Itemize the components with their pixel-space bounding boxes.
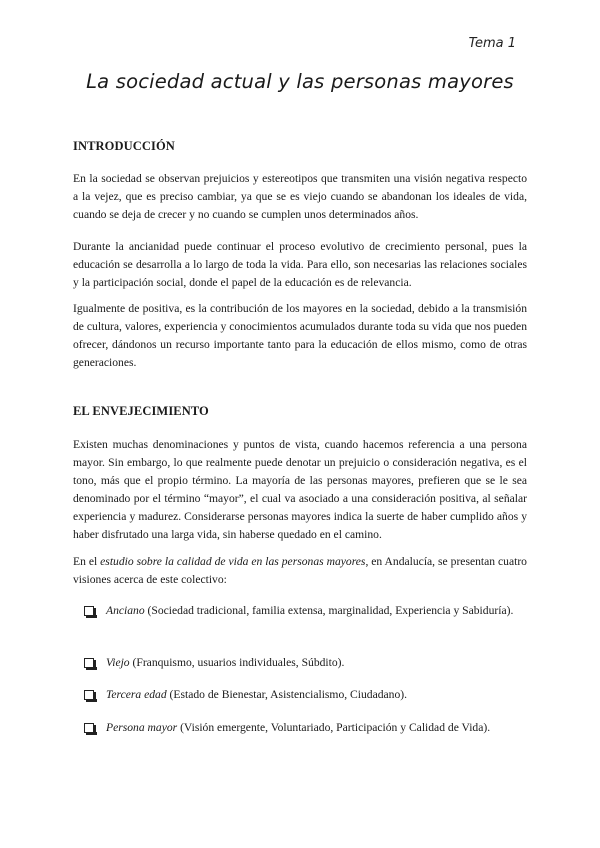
list-description: (Visión emergente, Voluntariado, Participación y Calidad de Vida). (177, 721, 491, 734)
checkbox-bullet-icon (84, 723, 94, 733)
list-item (84, 719, 527, 737)
study-prefix: En el (73, 555, 101, 568)
paragraph: Existen muchas denominaciones y puntos de vista, cuando hacemos referencia a una persona mayor. Sin embargo, lo que realmente puede denotar un prejuicio o consideración negativa, es el tono, más que el propio término. La mayoría de las personas mayores, prefieren que se le sea denominado por el término “mayor”, el cual va asociado a una consideración positiva, al señalar experiencia y madurez. Considerarse personas mayores indica la suerte de haber cumplido años y haber disfrutado una larga vida, sin haberse quedado en el camino. (73, 438, 527, 541)
section-heading-introduccion: INTRODUCCIÓN (73, 139, 175, 153)
list-item (84, 602, 527, 620)
paragraph: Durante la ancianidad puede continuar el proceso evolutivo de crecimiento personal, pues la educación se desarrolla a lo largo de toda la vida. Para ello, son necesarias las relaciones sociales y la participación social, donde el papel de la educación es de relevancia. (73, 240, 527, 289)
document-title: La sociedad actual y las personas mayores (86, 70, 514, 93)
list-term: Persona mayor (106, 721, 178, 734)
list-term: Viejo (106, 656, 130, 669)
chapter-label: Tema 1 (468, 36, 516, 51)
section-heading-envejecimiento: EL ENVEJECIMIENTO (73, 404, 209, 418)
checkbox-bullet-icon (84, 606, 94, 616)
list-description: (Franquismo, usuarios individuales, Súbdito). (129, 656, 345, 669)
checkbox-bullet-icon (84, 658, 94, 668)
checkbox-bullet-icon (84, 690, 94, 700)
paragraph: En la sociedad se observan prejuicios y estereotipos que transmiten una visión negativa respecto a la vejez, que es preciso cambiar, ya que se es viejo cuando se abandonan los ideales de vida, cuando se deja de crecer y no cuando se cumplen unos determinados años. (73, 172, 527, 221)
list-term: Tercera edad (106, 688, 167, 701)
list-item (84, 654, 527, 672)
list-term: Anciano (106, 604, 145, 617)
paragraph: Igualmente de positiva, es la contribución de los mayores en la sociedad, debido a la transmisión de cultura, valores, experiencia y conocimientos acumulados durante toda su vida que nos pueden ofrecer, dándonos un recurso importante tanto para la educación de ellos mismo, como de otras generaciones. (73, 302, 527, 369)
list-description: (Sociedad tradicional, familia extensa, marginalidad, Experiencia y Sabiduría). (144, 604, 514, 617)
study-suffix: , en Andalucía, se presentan cuatro visiones acerca de este colectivo: (73, 555, 527, 586)
study-title: estudio sobre la calidad de vida en las personas mayores (100, 555, 366, 568)
study-paragraph (73, 553, 527, 589)
list-item (84, 686, 527, 704)
list-description: (Estado de Bienestar, Asistencialismo, Ciudadano). (166, 688, 408, 701)
